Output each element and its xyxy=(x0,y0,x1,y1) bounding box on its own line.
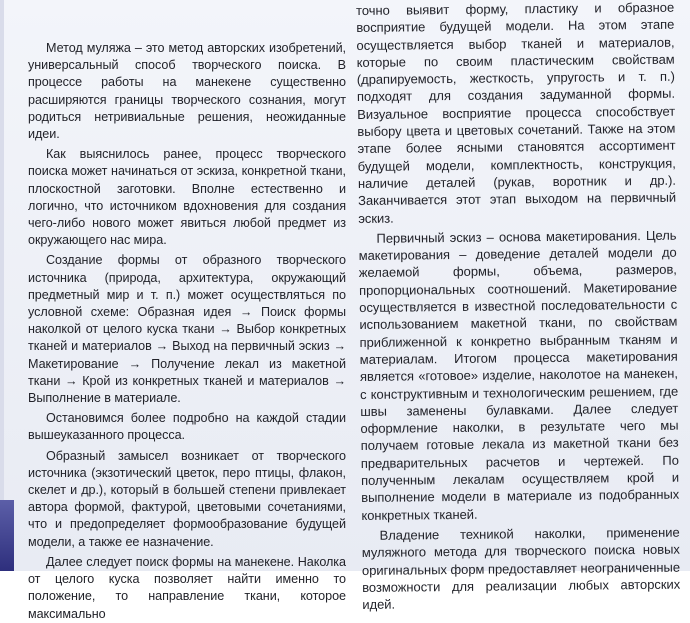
paragraph: Метод муляжа – это метод авторских изобретений, универсальный способ творческого поиска. В процессе работы на манекене существенно расширяются границы творческого сознания, могут родиться нетривиальные решения, неожиданные идеи. xyxy=(28,41,346,142)
paragraph: Как выяснилось ранее, процесс творческого поиска может начинаться от эскиза, конкретной ткани, плоскостной заготовки. Вполне естественно и логично, что источником вдохновения для создания чего-либо нового может явиться любой предмет из окружающего нас мира. xyxy=(28,147,346,248)
page-edge-accent-bar xyxy=(0,500,14,571)
paragraph: Владение техникой наколки, применение муляжного метода для творческого поиска новых оригинальных форм предоставляет неограниченные возможности для реализации любых авторских идей. xyxy=(361,524,681,613)
paragraph: Создание формы от образного творческого источника (природа, архитектура, окружающий предметный мир и т. п.) может осуществляться по условной схеме: Образная идея → Поиск формы наколкой от целого куска ткани → Выбор конкретных тканей и материалов → Выход на первичный эскиз → Макетирование → Получение лекал из макетной ткани → Крой из конкретных тканей и материалов → Выполнение в материале. xyxy=(28,253,346,406)
paragraph: Остановимся более подробно на каждой стадии вышеуказанного процесса. xyxy=(28,411,346,443)
right-text-column xyxy=(356,0,680,613)
paragraph: Далее следует поиск формы на манекене. Наколка от целого куска позволяет найти именно то положение, то направление ткани, которое максимально xyxy=(28,554,346,621)
paragraph-continuation: точно выявит форму, пластику и образное восприятие будущей модели. На этом этапе осуществляется выбор тканей и материалов, которые по своим пластическим свойствам (драпируемость, жесткость, упругость и т. п.) подходят для создания задуманной формы. Визуальное восприятие процесса способствует выбору цвета и цветовых сочетаний. Также на этом этапе более ясными становятся ассортимент будущей модели, комплектность, конструкция, наличие деталей (рукав, воротник и др.). Заканчивается этот этап выходом на первичный эскиз. xyxy=(356,0,677,226)
left-text-column xyxy=(28,0,346,623)
paragraph: Образный замысел возникает от творческого источника (экзотический цветок, перо птицы, флакон, скелет и др.), который в большей степени привлекает автора формой, фактурой, цветовыми сочетаниями, что и предопределяет формообразование будущей модели, а также ее назначение. xyxy=(28,448,346,549)
paragraph: Первичный эскиз – основа макетирования. Цель макетирования – доведение деталей модели до желаемой формы, объема, размеров, пропорциональных соотношений. Макетирование осуществляется в известной последовательности с использованием макетной ткани, по свойствам приближенной к конкретно выбранным тканям и материалам. Итогом процесса макетирования является «готовое» изделие, наколотое на манекен, с конструктивным и технологическим решением, где швы заменены булавками. Далее следует оформление наколки, в результате чего мы получаем готовые лекала из макетной ткани без предварительных расчетов и чертежей. По полученным лекалам осуществляем крой и выполнение модели в материале из подобранных конкретных тканей. xyxy=(358,227,680,523)
page-edge-band xyxy=(0,0,4,571)
